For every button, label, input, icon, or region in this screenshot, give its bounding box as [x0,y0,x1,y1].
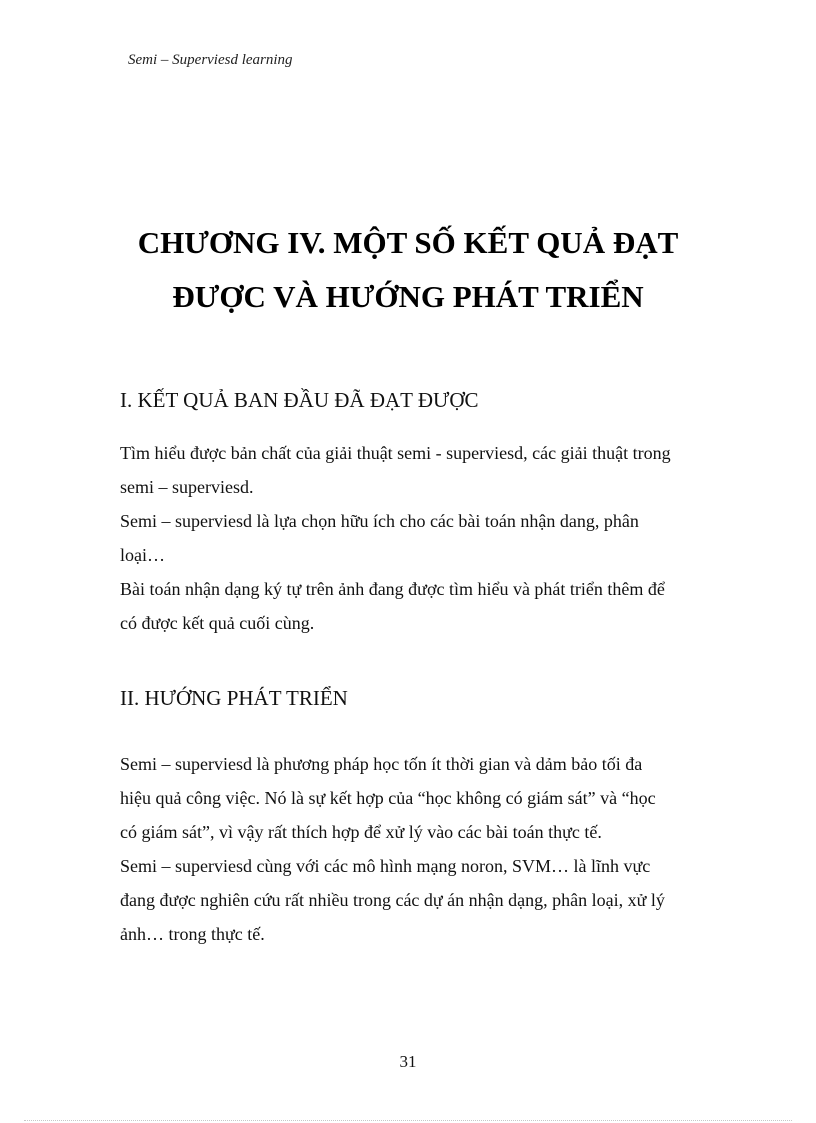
section-paragraph [120,436,700,640]
chapter-title-line: ĐƯỢC VÀ HƯỚNG PHÁT TRIỂN [172,279,644,314]
section-2 [120,686,700,711]
paragraph-line: có giám sát”, vì vậy rất thích hợp để xử lý vào các bài toán thực tế. [120,822,602,842]
section-paragraph [120,747,700,951]
section-1 [120,388,700,413]
paragraph-line: đang được nghiên cứu rất nhiều trong các dự án nhận dạng, phân loại, xử lý [120,890,665,910]
section-1-body [120,436,700,640]
paragraph-line: Tìm hiểu được bản chất của giải thuật semi - superviesd, các giải thuật trong [120,443,671,463]
section-heading: II. HƯỚNG PHÁT TRIỂN [120,686,348,710]
section-heading: I. KẾT QUẢ BAN ĐẦU ĐÃ ĐẠT ĐƯỢC [120,388,479,412]
paragraph-line: Semi – superviesd là lựa chọn hữu ích cho các bài toán nhận dang, phân [120,511,639,531]
paragraph-line: ảnh… trong thực tế. [120,924,265,944]
paragraph-line: semi – superviesd. [120,477,254,497]
section-2-body [120,747,700,951]
paragraph-line: Semi – superviesd là phương pháp học tốn ít thời gian và dảm bảo tối đa [120,754,643,774]
chapter-title-line: CHƯƠNG IV. MỘT SỐ KẾT QUẢ ĐẠT [137,225,679,260]
chapter-title [60,216,756,324]
paragraph-line: hiệu quả công việc. Nó là sự kết hợp của “học không có giám sát” và “học [120,788,656,808]
page-number: 31 [399,1052,417,1071]
paragraph-line: Bài toán nhận dạng ký tự trên ảnh đang được tìm hiểu và phát triển thêm để [120,579,665,599]
page-bottom-edge [24,1120,792,1121]
paragraph-line: Semi – superviesd cùng với các mô hình mạng noron, SVM… là lĩnh vực [120,856,651,876]
running-header: Semi – Superviesd learning [128,52,293,68]
paragraph-line: loại… [120,545,165,565]
paragraph-line: có được kết quả cuối cùng. [120,613,315,633]
